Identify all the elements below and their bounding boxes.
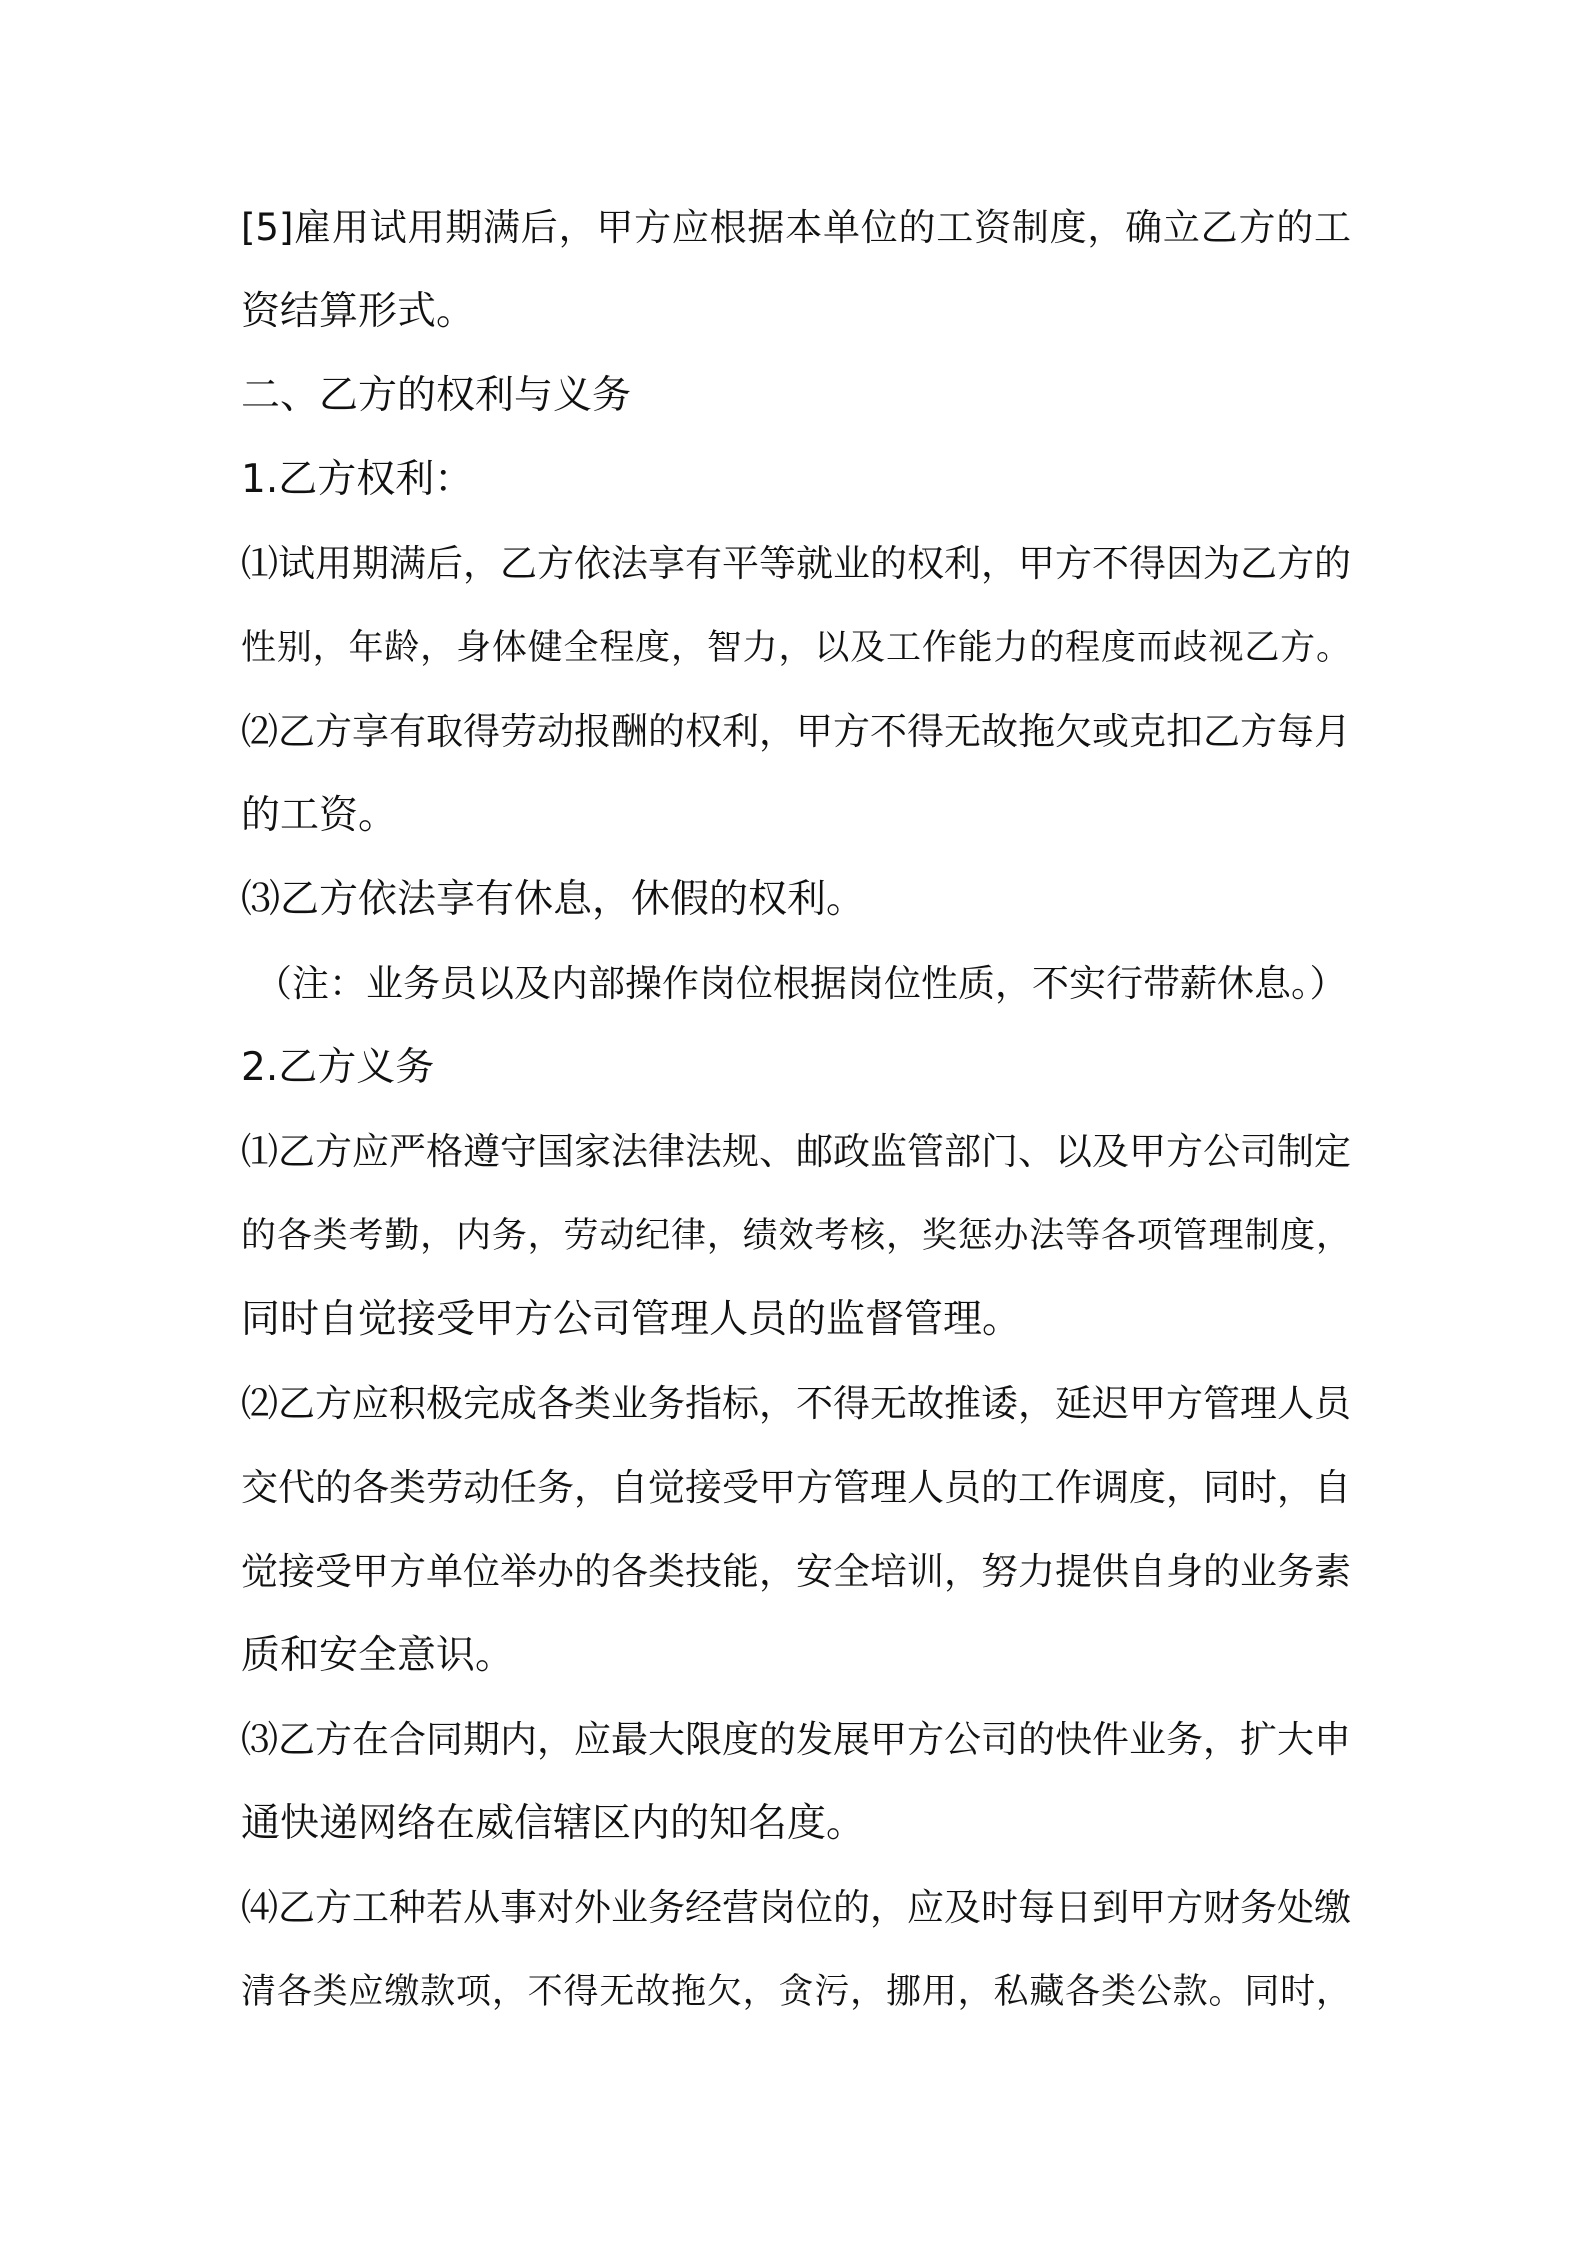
paragraph-line: 的工资。 [241, 793, 398, 838]
paragraph-line: 同时自觉接受甲方公司管理人员的监督管理。 [241, 1297, 1022, 1342]
paragraph-line: ⑶乙方依法享有休息，休假的权利。 [241, 877, 866, 922]
paragraph-line-wage-settlement: [5]雇用试用期满后，甲方应根据本单位的工资制度，确立乙方的工 [241, 206, 1351, 249]
paragraph-line: 的各类考勤，内务，劳动纪律，绩效考核，奖惩办法等各项管理制度， [241, 1216, 1351, 1256]
subheading-party-b-rights: 1.乙方权利： [241, 457, 474, 502]
paragraph-line: 资结算形式。 [241, 289, 476, 334]
subheading-party-b-duties: 2.乙方义务 [241, 1045, 435, 1090]
paragraph-line: 交代的各类劳动任务，自觉接受甲方管理人员的工作调度，同时，自 [241, 1466, 1351, 1509]
document-body [241, 197, 1351, 2045]
paragraph-line: 质和安全意识。 [241, 1633, 515, 1678]
paragraph-line: ⑴乙方应严格遵守国家法律法规、邮政监管部门、以及甲方公司制定 [241, 1130, 1351, 1173]
paragraph-line: ⑷乙方工种若从事对外业务经营岗位的，应及时每日到甲方财务处缴 [241, 1886, 1351, 1929]
section-heading-rights-and-duties: 二、乙方的权利与义务 [241, 373, 632, 418]
paragraph-line: 通快递网络在威信辖区内的知名度。 [241, 1801, 866, 1846]
paragraph-line: ⑵乙方享有取得劳动报酬的权利，甲方不得无故拖欠或克扣乙方每月 [241, 710, 1351, 753]
paragraph-line: 觉接受甲方单位举办的各类技能，安全培训，努力提供自身的业务素 [241, 1550, 1351, 1593]
paragraph-line: 性别，年龄，身体健全程度，智力，以及工作能力的程度而歧视乙方。 [241, 628, 1351, 668]
paragraph-line: ⑴试用期满后，乙方依法享有平等就业的权利，甲方不得因为乙方的 [241, 542, 1351, 585]
paragraph-line: ⑵乙方应积极完成各类业务指标，不得无故推诿，延迟甲方管理人员 [241, 1382, 1351, 1425]
paragraph-line: ⑶乙方在合同期内，应最大限度的发展甲方公司的快件业务，扩大申 [241, 1718, 1351, 1761]
note-line: （注：业务员以及内部操作岗位根据岗位性质，不实行带薪休息。） [255, 962, 1347, 1005]
paragraph-line: 清各类应缴款项，不得无故拖欠，贪污，挪用，私藏各类公款。同时， [241, 1972, 1351, 2012]
